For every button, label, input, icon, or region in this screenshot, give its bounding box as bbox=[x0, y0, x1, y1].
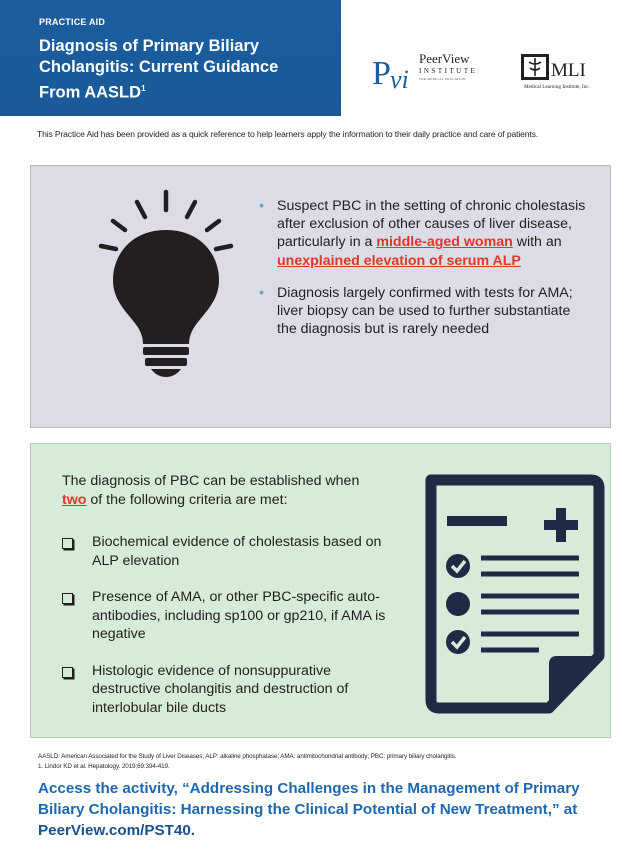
bullet-dot: • bbox=[259, 284, 264, 301]
checkbox-icon bbox=[62, 533, 92, 570]
peerview-name: PeerView bbox=[419, 51, 470, 66]
checkbox-icon bbox=[62, 662, 92, 718]
lightbulb-icon bbox=[91, 188, 241, 378]
mli-mark: MLI bbox=[551, 60, 586, 81]
criterion-text: Histologic evidence of nonsuppurative destructive cholangitis and destruction of interlobular bile ducts bbox=[92, 662, 349, 716]
pvi-mark-vi: vi bbox=[390, 65, 409, 93]
criteria-list bbox=[62, 533, 392, 717]
criterion-text: Biochemical evidence of cholestasis based on ALP elevation bbox=[92, 534, 382, 569]
footnotes bbox=[38, 752, 456, 772]
access-activity bbox=[38, 778, 618, 841]
suspect-panel bbox=[30, 165, 611, 428]
suspect-bullet-text bbox=[277, 197, 594, 270]
clipboard-checklist-icon bbox=[421, 474, 611, 714]
highlight-two: two bbox=[62, 491, 87, 508]
peerview-logo bbox=[370, 48, 510, 93]
logos bbox=[370, 48, 615, 93]
title-superscript: 1 bbox=[141, 84, 146, 93]
header-banner bbox=[0, 0, 341, 116]
activity-link[interactable]: PeerView.com/PST40. bbox=[38, 822, 196, 839]
criteria-heading-after: of the following criteria are met: bbox=[90, 491, 288, 508]
reference-footnote: 1. Lindor KD et al. Hepatology. 2019;69:394-419. bbox=[38, 763, 170, 770]
checkbox-icon bbox=[62, 588, 92, 644]
criteria-panel bbox=[30, 443, 611, 738]
title-line-2: Cholangitis: Current Guidance bbox=[39, 58, 279, 76]
abbreviations-footnote: AASLD: American Associated for the Study of Liver Diseases; ALP: alkaline phosphatase; AMA: antimitochondrial antibody; PBC: primary biliary cholangitis. bbox=[38, 753, 457, 760]
suspect-bullet bbox=[259, 197, 594, 270]
peerview-tag: FOR MEDICAL EDUCATION bbox=[419, 77, 466, 81]
diagnosis-bullet bbox=[259, 284, 594, 339]
criteria-heading-before: The diagnosis of PBC can be established when bbox=[62, 473, 360, 489]
highlight-middle-aged-woman: middle-aged woman bbox=[376, 234, 513, 251]
title-line-1: Diagnosis of Primary Biliary bbox=[39, 37, 260, 55]
criterion-item bbox=[62, 662, 392, 718]
peerview-sub: INSTITUTE bbox=[419, 67, 478, 75]
criterion-text: Presence of AMA, or other PBC-specific auto-antibodies, including sp100 or gp210, if AMA is negative bbox=[92, 589, 386, 642]
mli-name: Medical Learning Institute, Inc. bbox=[524, 84, 590, 90]
highlight-unexplained-alp: unexplained elevation of serum ALP bbox=[277, 252, 521, 269]
diagnosis-bullet-text: Diagnosis largely confirmed with tests for AMA; liver biopsy can be used to further substantiate the diagnosis but is rarely needed bbox=[277, 284, 573, 338]
title-line-3-text: From AASLD bbox=[39, 83, 142, 102]
mli-logo bbox=[520, 48, 615, 93]
intro-text: This Practice Aid has been provided as a quick reference to help learners apply the information to their daily practice and care of patients. bbox=[37, 129, 538, 139]
criteria-heading bbox=[62, 472, 382, 509]
title-line-3 bbox=[39, 78, 341, 104]
access-text: Access the activity, “Addressing Challenges in the Management of Primary Biliary Cholangitis: Harnessing the Clinical Potential of New Treatment,” at bbox=[38, 780, 580, 818]
suspect-text-before: Suspect PBC in the setting of chronic cholestasis after exclusion of other causes of liver disease, particularly in a bbox=[277, 198, 586, 251]
bullet-dot: • bbox=[259, 198, 264, 214]
criterion-item bbox=[62, 533, 392, 570]
suspect-text-mid: with an bbox=[516, 234, 562, 251]
criterion-item bbox=[62, 588, 392, 644]
practice-aid-label: PRACTICE AID bbox=[39, 17, 106, 27]
pvi-mark-p: P bbox=[372, 55, 391, 92]
